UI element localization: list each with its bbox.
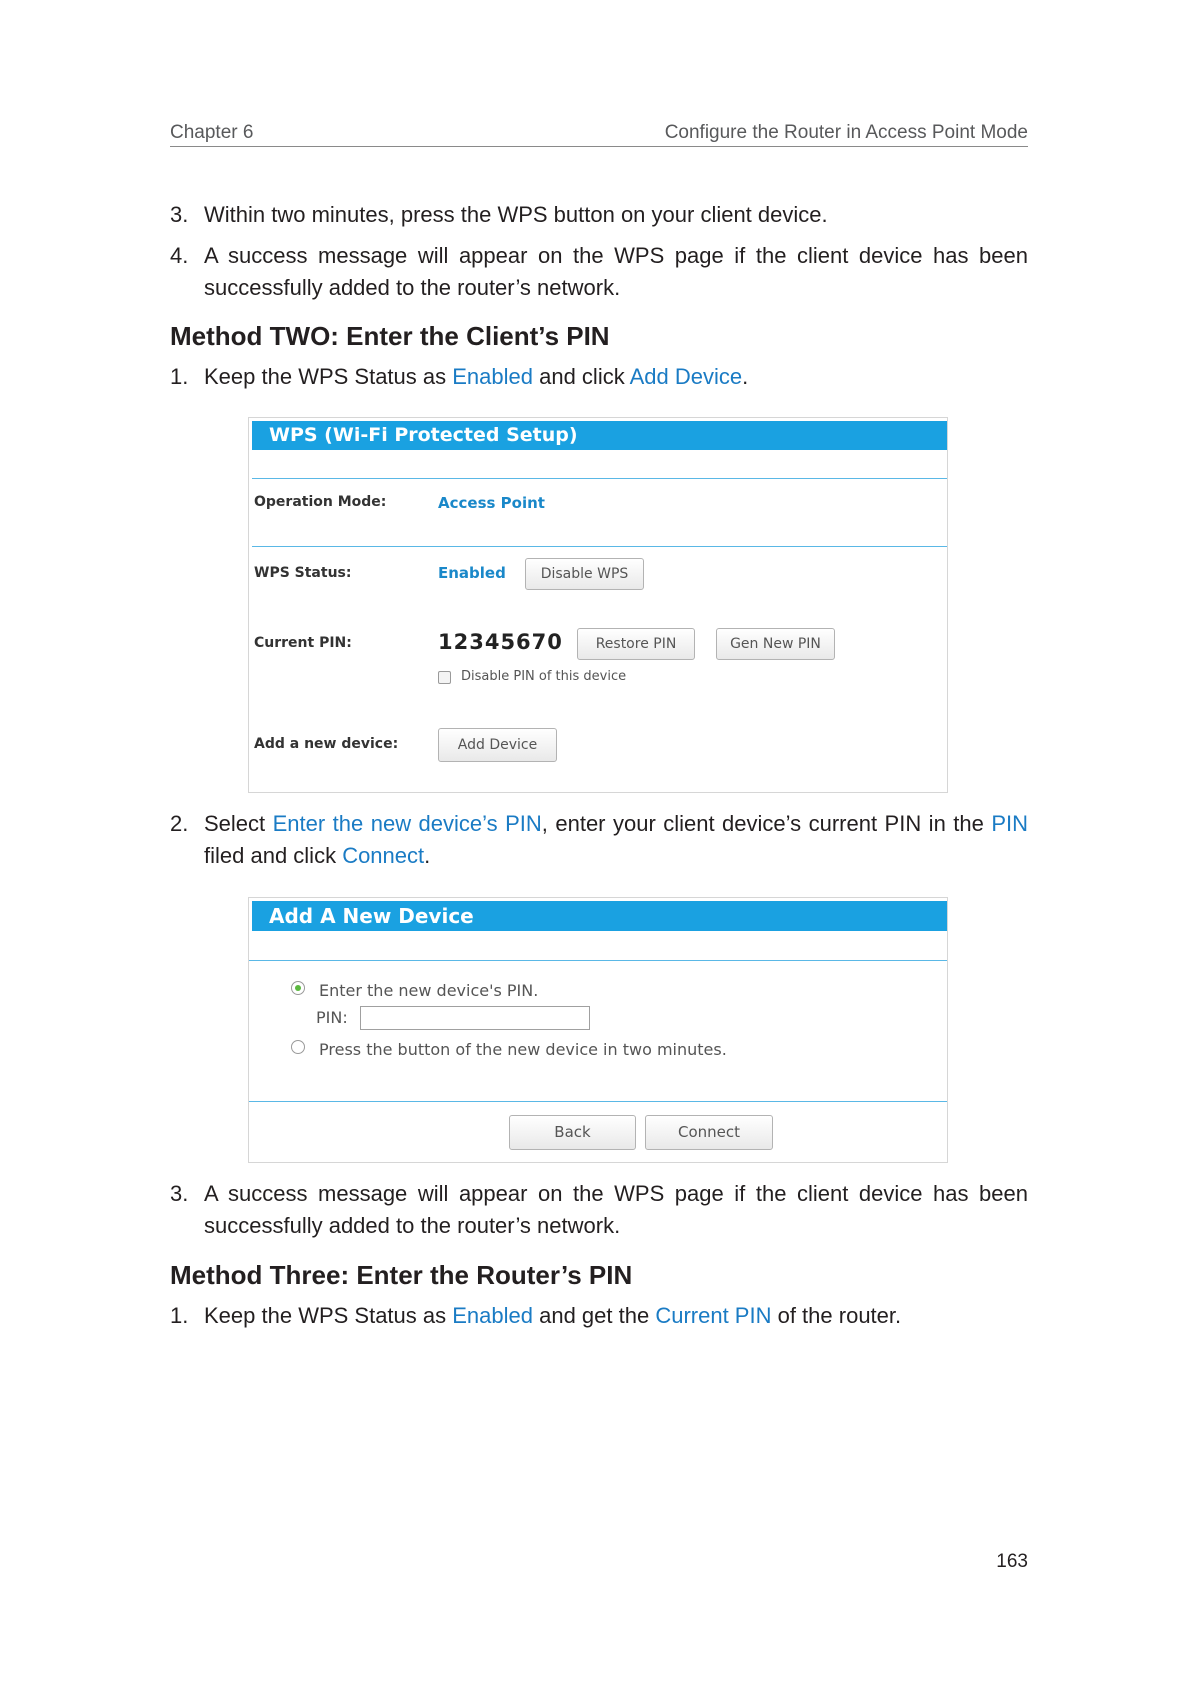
step-text [204,361,1028,393]
enter-pin-option-label: Enter the new device's PIN. [319,981,539,1000]
list-item [170,1178,1028,1242]
step-number: 2. [170,811,189,836]
gen-new-pin-button[interactable]: Gen New PIN [716,628,835,660]
press-button-option-label: Press the button of the new device in two minutes. [319,1040,727,1059]
wps-status-label: WPS Status: [254,565,352,581]
text-run: of the router. [771,1303,902,1328]
list-item [170,808,1028,872]
disable-pin-checkbox-label: Disable PIN of this device [461,669,627,684]
divider [249,1101,947,1102]
running-header [170,120,1028,147]
list-item [170,1300,1028,1332]
divider [249,960,947,961]
restore-pin-button[interactable]: Restore PIN [577,628,695,660]
connect-button[interactable]: Connect [645,1115,773,1150]
pin-input[interactable] [360,1006,590,1030]
step-number: 4. [170,243,189,268]
back-button[interactable]: Back [509,1115,636,1150]
pin-label: PIN: [316,1008,348,1027]
add-device-button[interactable]: Add Device [438,728,557,762]
page-number: 163 [996,1551,1028,1572]
operation-mode-label: Operation Mode: [254,494,387,510]
text-run: , enter your client device’s current PIN in the [541,811,992,836]
highlight-connect: Connect [342,843,425,868]
method-two-heading: Method TWO: Enter the Client’s PIN [170,321,610,351]
step-text: Within two minutes, press the WPS button on your client device. [204,202,828,227]
current-pin-label: Current PIN: [254,635,352,651]
method-three-heading: Method Three: Enter the Router’s PIN [170,1260,633,1290]
highlight-add-device: Add Device [629,364,743,389]
add-new-device-panel [248,897,948,1163]
wps-status-value: Enabled [438,564,506,582]
enter-pin-radio[interactable] [291,981,305,995]
step-number: 1. [170,364,189,389]
text-run: . [742,364,749,389]
text-run: Keep the WPS Status as [204,364,453,389]
divider [252,546,947,547]
highlight-current-pin: Current PIN [655,1303,772,1328]
operation-mode-value: Access Point [438,494,545,512]
panel-title: Add A New Device [252,901,947,931]
text-run: . [424,843,431,868]
wps-settings-panel [248,417,948,793]
list-item [170,199,1028,231]
highlight-enabled: Enabled [452,1303,533,1328]
step-text: A success message will appear on the WPS page if the client device has been successfully added to the router’s network. [204,1181,1028,1238]
panel-title: WPS (Wi-Fi Protected Setup) [252,421,947,450]
press-button-radio[interactable] [291,1040,305,1054]
list-item [170,361,1028,393]
text-run: filed and click [204,843,343,868]
step-text [204,808,1028,872]
list-item [170,240,1028,304]
highlight-enter-pin-option: Enter the new device’s PIN [272,811,542,836]
highlight-pin-field: PIN [991,811,1029,836]
current-pin-value: 12345670 [438,630,563,654]
disable-pin-checkbox[interactable] [438,671,451,684]
section-title: Configure the Router in Access Point Mode [664,122,1028,143]
chapter-label: Chapter 6 [170,122,254,143]
step-text: A success message will appear on the WPS page if the client device has been successfully added to the router’s network. [204,243,1028,300]
step-number: 3. [170,1181,189,1206]
disable-wps-button[interactable]: Disable WPS [525,558,644,590]
highlight-enabled: Enabled [452,364,533,389]
step-text [204,1300,1028,1332]
step-number: 1. [170,1303,189,1328]
text-run: and get the [533,1303,656,1328]
add-new-device-label: Add a new device: [254,736,399,752]
divider [252,478,947,479]
text-run: Keep the WPS Status as [204,1303,453,1328]
text-run: and click [533,364,630,389]
step-number: 3. [170,202,189,227]
text-run: Select [204,811,273,836]
